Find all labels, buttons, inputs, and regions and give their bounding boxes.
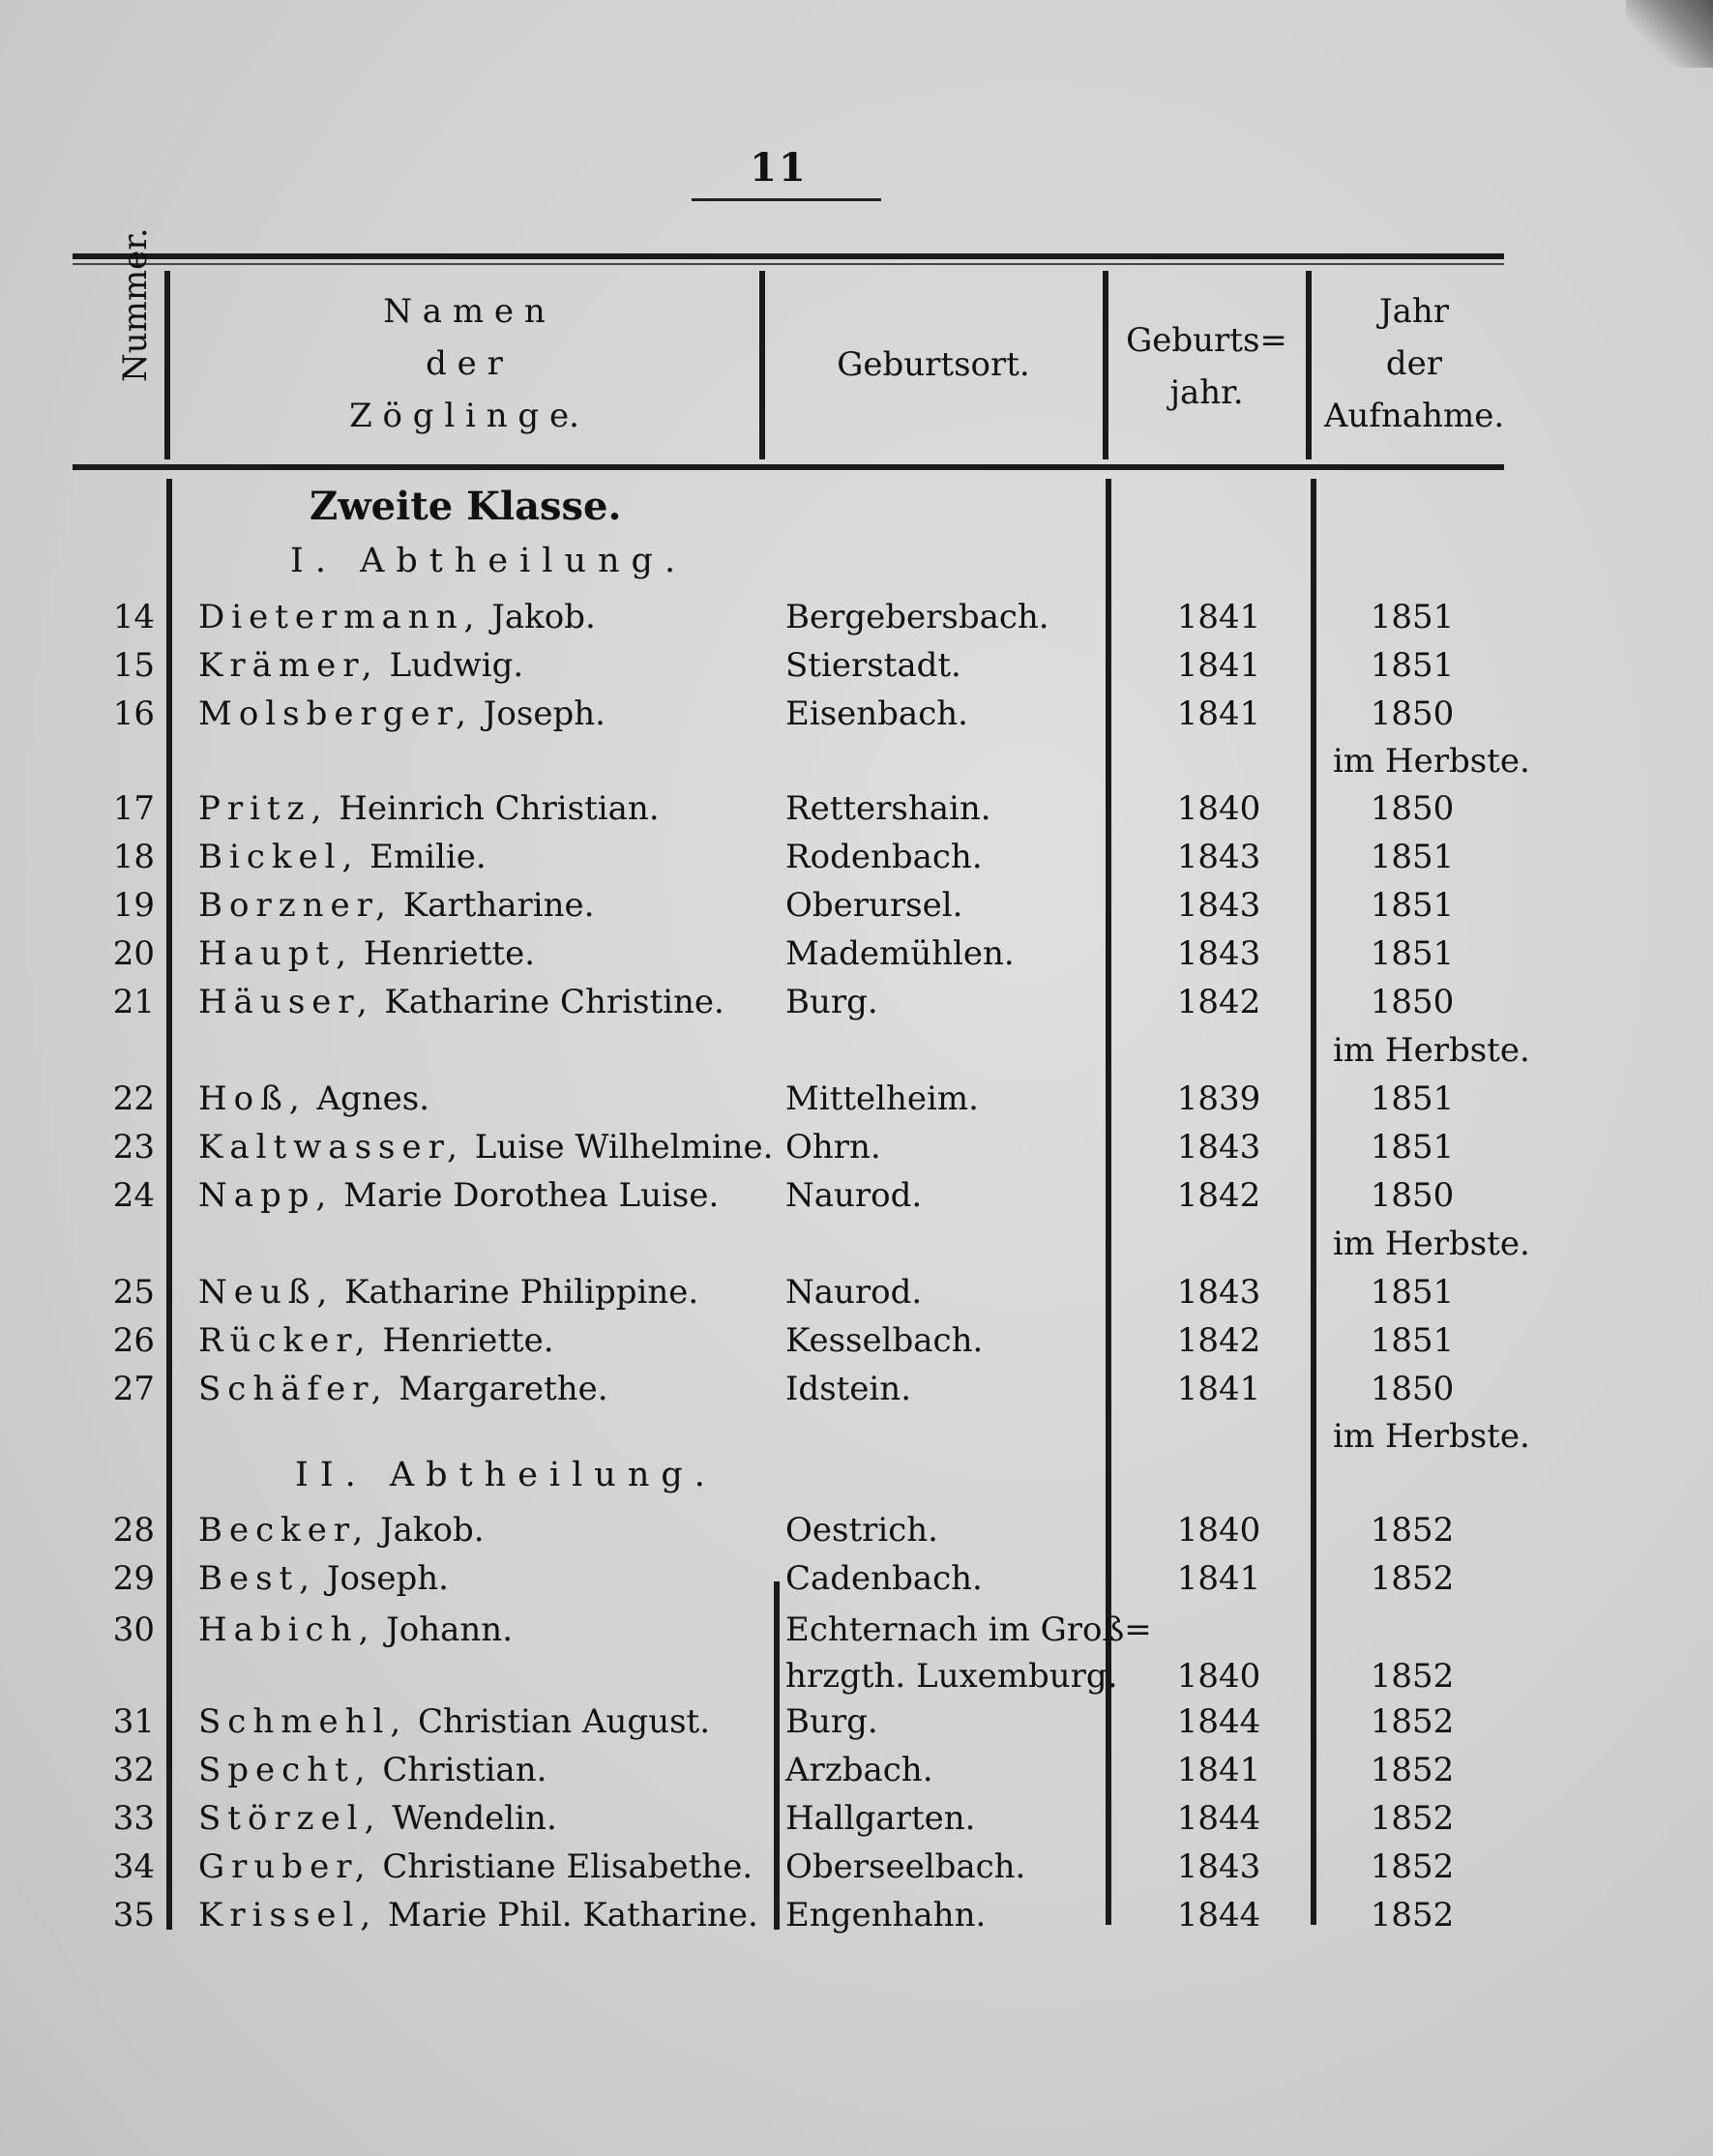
birthplace-continued: hrzgth. Luxemburg. xyxy=(785,1657,1118,1696)
table-row xyxy=(0,1128,1713,1176)
admission-year: 1851 xyxy=(1370,1128,1455,1167)
header-number: Nummer. xyxy=(116,227,155,382)
row-number: 34 xyxy=(112,1847,155,1886)
student-surname: Bickel, xyxy=(198,838,360,876)
row-number: 28 xyxy=(112,1511,155,1550)
birthplace: Cadenbach. xyxy=(785,1559,983,1598)
student-surname: Häuser, xyxy=(198,983,374,1021)
student-given-name: Katharine Christine. xyxy=(384,983,724,1021)
row-number: 16 xyxy=(112,694,155,733)
admission-year: 1851 xyxy=(1370,646,1455,685)
header-admission-line: Aufnahme. xyxy=(1323,397,1505,435)
birthplace: Stierstadt. xyxy=(785,646,961,685)
row-number: 20 xyxy=(112,934,155,973)
birth-year: 1843 xyxy=(1176,838,1261,876)
column-divider xyxy=(1306,271,1312,459)
student-surname: Borzner, xyxy=(198,886,393,925)
column-divider xyxy=(759,271,765,459)
student-given-name: Jakob. xyxy=(380,1511,485,1550)
header-birthplace: Geburtsort. xyxy=(837,345,1030,384)
student-surname: Hoß, xyxy=(198,1079,307,1118)
student-given-name: Christian. xyxy=(382,1751,547,1789)
student-given-name: Luise Wilhelmine. xyxy=(474,1128,774,1167)
birthplace: Echternach im Groß= xyxy=(785,1610,1152,1649)
student-name xyxy=(198,983,724,1021)
admission-year: 1852 xyxy=(1370,1559,1455,1598)
admission-year: 1852 xyxy=(1370,1751,1455,1789)
table-row xyxy=(0,1079,1713,1128)
birthplace: Arzbach. xyxy=(785,1751,933,1789)
column-divider xyxy=(1103,271,1108,459)
student-given-name: Heinrich Christian. xyxy=(339,789,660,828)
birthplace: Rodenbach. xyxy=(785,838,983,876)
header-names-line: N a m e n xyxy=(383,292,546,331)
birth-year: 1840 xyxy=(1176,789,1261,828)
student-surname: Schäfer, xyxy=(198,1370,389,1408)
table-row xyxy=(0,1321,1713,1370)
admission-year: 1851 xyxy=(1370,1079,1455,1118)
admission-year: 1852 xyxy=(1370,1896,1455,1934)
table-row xyxy=(0,1273,1713,1321)
row-number: 30 xyxy=(112,1610,155,1649)
table-row xyxy=(0,983,1713,1031)
student-name xyxy=(198,1702,710,1741)
birth-year: 1842 xyxy=(1176,1321,1261,1360)
birth-year: 1844 xyxy=(1176,1702,1261,1741)
header-admission-line: Jahr xyxy=(1378,292,1450,331)
header-names-line: Z ö g l i n g e. xyxy=(349,397,579,435)
header-admission-line: der xyxy=(1385,344,1443,383)
row-number: 22 xyxy=(112,1079,155,1118)
page-number-rule xyxy=(692,198,881,201)
header-names-line: d e r xyxy=(426,344,503,383)
student-name xyxy=(198,646,523,685)
admission-year: 1852 xyxy=(1370,1511,1455,1550)
row-number: 21 xyxy=(112,983,155,1021)
student-surname: Krissel, xyxy=(198,1896,378,1934)
subsection-title: I. Abtheilung. xyxy=(290,542,688,580)
student-surname: Schmehl, xyxy=(198,1702,408,1741)
admission-year: 1852 xyxy=(1370,1847,1455,1886)
student-given-name: Ludwig. xyxy=(389,646,524,685)
table-row xyxy=(0,934,1713,983)
row-number: 27 xyxy=(112,1370,155,1408)
row-number: 14 xyxy=(112,598,155,636)
table-row xyxy=(0,886,1713,934)
birth-year: 1841 xyxy=(1176,646,1261,685)
birth-year: 1841 xyxy=(1176,694,1261,733)
row-number: 18 xyxy=(112,838,155,876)
student-given-name: Kartharine. xyxy=(402,886,595,925)
row-number: 24 xyxy=(112,1176,155,1215)
student-surname: Neuß, xyxy=(198,1273,335,1312)
row-number: 19 xyxy=(112,886,155,925)
birth-year: 1841 xyxy=(1176,1370,1261,1408)
birthplace: Oestrich. xyxy=(785,1511,938,1550)
table-row xyxy=(0,1799,1713,1847)
table-row xyxy=(0,1751,1713,1799)
admission-year: 1850 xyxy=(1370,789,1455,828)
table-row xyxy=(0,789,1713,838)
subsection-title: II. Abtheilung. xyxy=(295,1456,717,1494)
table-row xyxy=(0,1559,1713,1608)
birthplace: Oberseelbach. xyxy=(785,1847,1026,1886)
birthplace: Mittelheim. xyxy=(785,1079,979,1118)
birthplace: Oberursel. xyxy=(785,886,963,925)
student-name xyxy=(198,1128,773,1167)
birthplace: Bergebersbach. xyxy=(785,598,1049,636)
student-name xyxy=(198,1321,554,1360)
admission-year: 1851 xyxy=(1370,1273,1455,1312)
admission-year: 1851 xyxy=(1370,598,1455,636)
row-number: 17 xyxy=(112,789,155,828)
table-top-rule xyxy=(73,253,1504,259)
student-surname: Specht, xyxy=(198,1751,372,1789)
student-surname: Pritz, xyxy=(198,789,329,828)
admission-year: 1850 xyxy=(1370,694,1455,733)
student-surname: Kaltwasser, xyxy=(198,1128,464,1167)
student-name xyxy=(198,838,487,876)
admission-year: 1850 xyxy=(1370,1176,1455,1215)
birth-year: 1841 xyxy=(1176,1751,1261,1789)
page-corner-shadow xyxy=(1626,0,1713,68)
page-number: 11 xyxy=(750,145,808,191)
table-row xyxy=(0,1511,1713,1559)
row-number: 25 xyxy=(112,1273,155,1312)
birthplace: Hallgarten. xyxy=(785,1799,976,1838)
birthplace: Mademühlen. xyxy=(785,934,1015,973)
student-given-name: Emilie. xyxy=(369,838,487,876)
student-given-name: Henriette. xyxy=(382,1321,554,1360)
student-name xyxy=(198,1751,546,1789)
table-row xyxy=(0,694,1713,743)
row-number: 29 xyxy=(112,1559,155,1598)
birthplace: Kesselbach. xyxy=(785,1321,984,1360)
admission-year: 1851 xyxy=(1370,886,1455,925)
header-birth-year-line: jahr. xyxy=(1169,373,1244,412)
student-given-name: Henriette. xyxy=(363,934,536,973)
student-given-name: Christian August. xyxy=(417,1702,711,1741)
admission-year: 1852 xyxy=(1370,1702,1455,1741)
birth-year: 1841 xyxy=(1176,598,1261,636)
admission-note: im Herbste. xyxy=(1333,742,1530,781)
header-birth-year xyxy=(1112,314,1301,419)
table-row xyxy=(0,646,1713,694)
admission-year: 1851 xyxy=(1370,1321,1455,1360)
student-given-name: Katharine Philippine. xyxy=(344,1273,699,1312)
student-given-name: Marie Dorothea Luise. xyxy=(343,1176,720,1215)
birth-year: 1843 xyxy=(1176,1273,1261,1312)
birth-year: 1842 xyxy=(1176,1176,1261,1215)
table-row xyxy=(0,1702,1713,1751)
admission-year: 1852 xyxy=(1370,1657,1455,1696)
table-row xyxy=(0,838,1713,886)
student-name xyxy=(198,1511,485,1550)
student-given-name: Marie Phil. Katharine. xyxy=(388,1896,758,1934)
table-row xyxy=(0,598,1713,646)
student-name xyxy=(198,1559,449,1598)
student-name xyxy=(198,694,605,733)
student-given-name: Joseph. xyxy=(326,1559,449,1598)
table-row xyxy=(0,1896,1713,1944)
student-surname: Gruber, xyxy=(198,1847,372,1886)
student-surname: Haupt, xyxy=(198,934,354,973)
student-name xyxy=(198,1847,753,1886)
header-admission-year xyxy=(1317,285,1511,442)
birth-year: 1843 xyxy=(1176,886,1261,925)
student-name xyxy=(198,1079,429,1118)
admission-note: im Herbste. xyxy=(1333,1031,1530,1070)
birthplace: Naurod. xyxy=(785,1273,923,1312)
student-surname: Rücker, xyxy=(198,1321,372,1360)
birth-year: 1843 xyxy=(1176,1847,1261,1886)
student-name xyxy=(198,886,595,925)
birthplace: Naurod. xyxy=(785,1176,923,1215)
section-title: Zweite Klasse. xyxy=(310,484,622,529)
birthplace: Ohrn. xyxy=(785,1128,881,1167)
birth-year: 1840 xyxy=(1176,1511,1261,1550)
birth-year: 1844 xyxy=(1176,1896,1261,1934)
table-row xyxy=(0,1610,1713,1696)
birth-year: 1839 xyxy=(1176,1079,1261,1118)
student-surname: Dietermann, xyxy=(198,598,482,636)
student-name xyxy=(198,934,535,973)
student-name xyxy=(198,1896,758,1934)
student-name xyxy=(198,1610,513,1649)
table-header-rule xyxy=(73,464,1504,470)
birth-year: 1841 xyxy=(1176,1559,1261,1598)
admission-year: 1852 xyxy=(1370,1799,1455,1838)
student-given-name: Joseph. xyxy=(483,694,605,733)
birth-year: 1842 xyxy=(1176,983,1261,1021)
birthplace: Idstein. xyxy=(785,1370,912,1408)
admission-year: 1850 xyxy=(1370,1370,1455,1408)
student-given-name: Wendelin. xyxy=(392,1799,557,1838)
header-birth-year-line: Geburts= xyxy=(1126,321,1287,360)
student-surname: Napp, xyxy=(198,1176,334,1215)
student-surname: Habich, xyxy=(198,1610,376,1649)
admission-note: im Herbste. xyxy=(1333,1417,1530,1456)
student-name xyxy=(198,789,660,828)
birthplace: Burg. xyxy=(785,983,878,1021)
birthplace: Burg. xyxy=(785,1702,878,1741)
admission-year: 1851 xyxy=(1370,934,1455,973)
table-row xyxy=(0,1370,1713,1418)
birthplace: Eisenbach. xyxy=(785,694,968,733)
birth-year: 1843 xyxy=(1176,1128,1261,1167)
admission-note: im Herbste. xyxy=(1333,1225,1530,1263)
birth-year: 1843 xyxy=(1176,934,1261,973)
student-surname: Becker, xyxy=(198,1511,370,1550)
column-divider xyxy=(164,271,170,459)
row-number: 35 xyxy=(112,1896,155,1934)
table-top-rule-thin xyxy=(73,263,1504,265)
row-number: 26 xyxy=(112,1321,155,1360)
student-surname: Molsberger, xyxy=(198,694,473,733)
student-name xyxy=(198,1799,557,1838)
admission-year: 1851 xyxy=(1370,838,1455,876)
student-given-name: Christiane Elisabethe. xyxy=(382,1847,753,1886)
student-name xyxy=(198,598,596,636)
student-given-name: Johann. xyxy=(386,1610,513,1649)
birthplace: Engenhahn. xyxy=(785,1896,987,1934)
student-name xyxy=(198,1370,608,1408)
header-names xyxy=(174,285,754,442)
row-number: 23 xyxy=(112,1128,155,1167)
student-surname: Krämer, xyxy=(198,646,379,685)
student-surname: Best, xyxy=(198,1559,317,1598)
row-number: 33 xyxy=(112,1799,155,1838)
birth-year: 1844 xyxy=(1176,1799,1261,1838)
student-surname: Störzel, xyxy=(198,1799,382,1838)
student-name xyxy=(198,1273,698,1312)
admission-year: 1850 xyxy=(1370,983,1455,1021)
birth-year: 1840 xyxy=(1176,1657,1261,1696)
table-row xyxy=(0,1847,1713,1896)
row-number: 31 xyxy=(112,1702,155,1741)
student-given-name: Agnes. xyxy=(316,1079,430,1118)
row-number: 15 xyxy=(112,646,155,685)
row-number: 32 xyxy=(112,1751,155,1789)
birthplace: Rettershain. xyxy=(785,789,991,828)
table-row xyxy=(0,1176,1713,1225)
student-name xyxy=(198,1176,719,1215)
student-given-name: Jakob. xyxy=(491,598,596,636)
student-given-name: Margarethe. xyxy=(399,1370,608,1408)
